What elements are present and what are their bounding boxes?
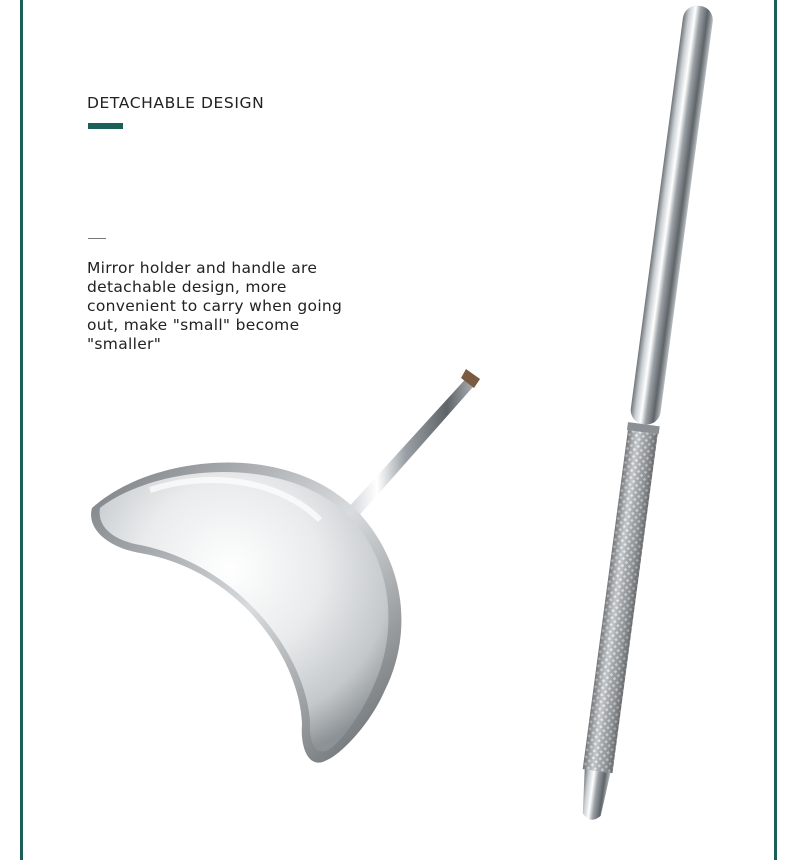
handle — [575, 4, 715, 822]
description-text: Mirror holder and handle are detachable design, more convenient to carry when going out, make "small" become "smaller" — [87, 259, 343, 353]
section-heading: DETACHABLE DESIGN — [87, 94, 265, 112]
